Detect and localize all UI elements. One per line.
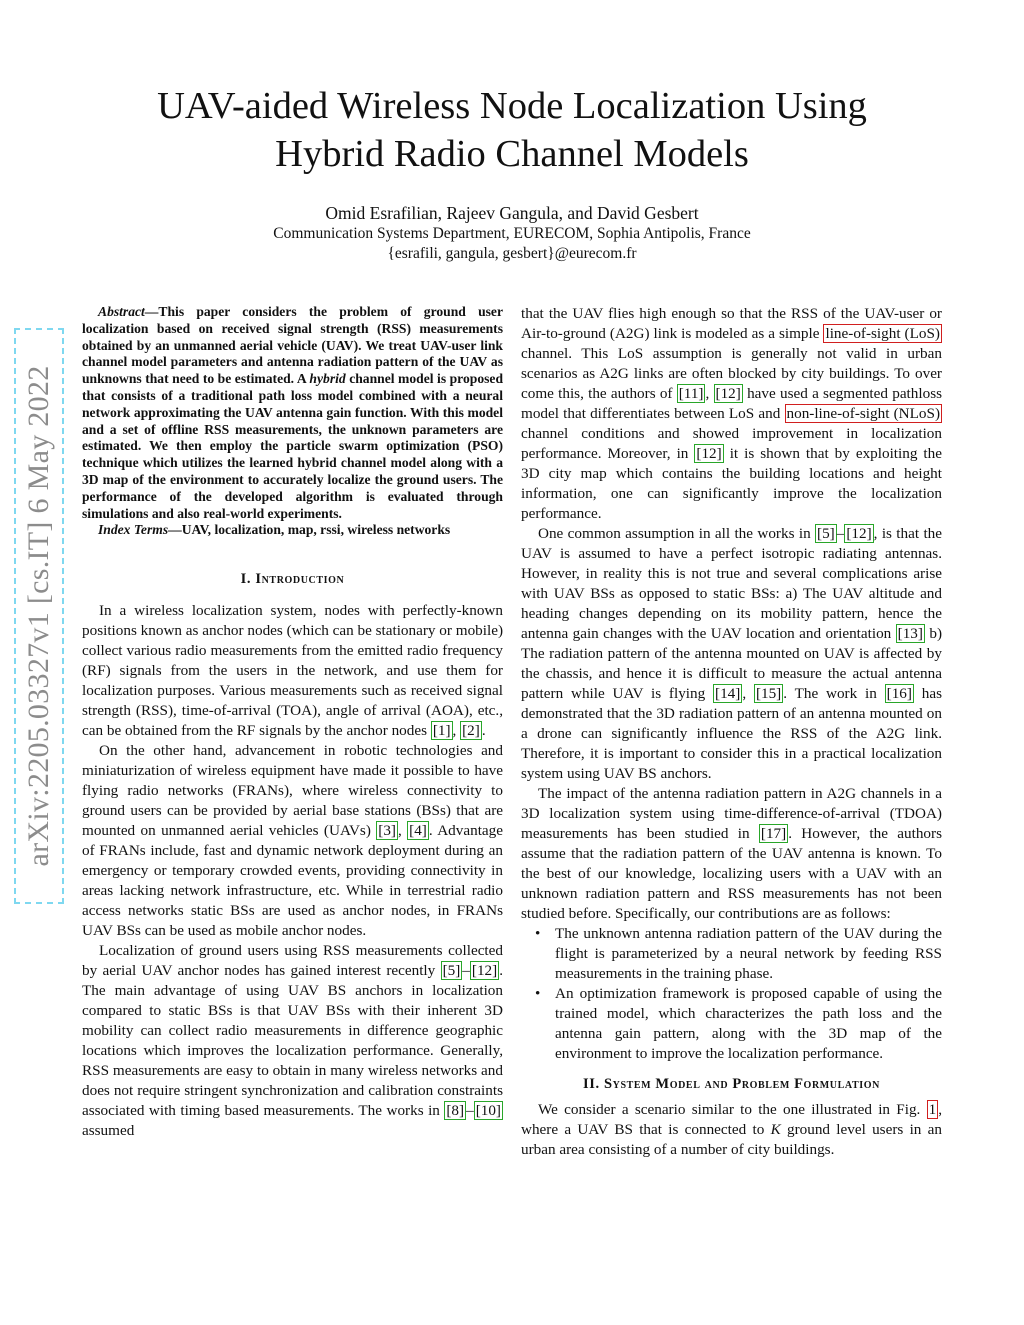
- paragraph-text: , is that the UAV is assumed to have a perfect isotropic radiating antennas. However, in reality this is not true and several complications arise with UAV BSs as opposed to static BSs: a) The UAV altitude and heading changes depending on its mobility pattern, hence the antenna gain changes with the UAV location and orientation: [521, 525, 942, 642]
- citation-link[interactable]: [16]: [886, 685, 912, 702]
- separator: –: [836, 525, 845, 542]
- paragraph-text: . The main advantage of using UAV BS anchors in localization compared to static BSs is that UAV BSs with their inherent 3D mobility can collect radio measurements in difference geographic locations which improves the localization performance. Generally, RSS measurements are easy to obtain in many wireless networks and does not require stringent synchronization and calibration constraints associated with timing based measurements. The works in: [82, 962, 503, 1120]
- paragraph-text: that the UAV flies high enough so that the RSS of the UAV-user or Air-to-ground (A2G) link is modeled as a simple: [521, 305, 942, 342]
- paper-title: [0, 82, 1024, 178]
- abstract-text-part1: This paper considers the problem of ground user localization based on received signal strength (RSS) measurements obtained by an unmanned aerial vehicle (UAV). We treat UAV-user link channel model parameters and antenna radiation pattern of the UAV as unknowns that need to be estimated. A: [82, 304, 503, 387]
- citation-link[interactable]: [12]: [471, 962, 498, 980]
- paragraph-text: . The work in: [783, 685, 885, 702]
- arxiv-identifier-stamp[interactable]: [14, 328, 64, 904]
- math-symbol-k: K: [770, 1121, 781, 1138]
- arxiv-identifier-text: arXiv:2205.03327v1 [cs.IT] 6 May 2022: [22, 365, 55, 867]
- paragraph-text: On the other hand, advancement in robotic technologies and miniaturization of wireless equipment have made it possible to have flying radio networks (FRANs), where wireless connectivity to ground users can be provided by aerial base stations (BSs) that are mounted on unmanned aerial vehicles (UAVs): [82, 742, 503, 840]
- title-line-2: Hybrid Radio Channel Models: [275, 133, 749, 175]
- index-terms-text: —UAV, localization, map, rssi, wireless networks: [168, 522, 451, 538]
- intro-paragraph-5: [521, 784, 942, 924]
- paragraph-text: it is shown that by exploiting the 3D city map which contains the building locations and height information, one can significantly improve the localization performance.: [521, 445, 942, 522]
- section-heading-introduction: I. Introduction: [240, 571, 345, 588]
- citation-link[interactable]: [14]: [715, 685, 741, 702]
- abstract-label: Abstract—: [98, 304, 159, 319]
- section-heading-system-model: II. System Model and Problem Formulation: [583, 1076, 880, 1092]
- paragraph-text: One common assumption in all the works in: [538, 525, 816, 542]
- paragraph-text: . However, the authors assume that the radiation pattern of the UAV antenna is known. To the best of our knowledge, localizing users with a UAV with an unknown radiation pattern and RSS measurements has not been studied before. Specifically, our contributions are as follows:: [521, 825, 942, 922]
- acronym-link[interactable]: non-line-of-sight (NLoS): [786, 405, 940, 422]
- paragraph-text: . Advantage of FRANs include, fast and dynamic network deployment during an emergency or temporary crowded events, providing connectivity in areas lacking network infrastructure, etc. While in terrestrial radio access networks static BSs are used as anchor nodes, in FRANs UAV BSs can be used as mobile anchor nodes.: [82, 822, 503, 940]
- citation-link[interactable]: [10]: [475, 1102, 501, 1120]
- contribution-item-1: • The unknown antenna radiation pattern of the UAV during the flight is parameterized by a neural network by feeding RSS measurements in the training phase.: [555, 924, 942, 984]
- separator: ,: [452, 722, 461, 740]
- intro-paragraph-1: [82, 601, 503, 741]
- citation-link[interactable]: [4]: [409, 822, 427, 840]
- intro-paragraph-3: [82, 941, 503, 1141]
- citation-link[interactable]: [5]: [442, 962, 461, 980]
- paragraph-text: , where a UAV BS that is connected to: [521, 1101, 942, 1138]
- separator: ,: [705, 385, 714, 402]
- citation-link[interactable]: [12]: [696, 445, 722, 462]
- index-terms: [82, 522, 503, 539]
- author-list: Omid Esrafilian, Rajeev Gangula, and David Gesbert: [325, 203, 699, 223]
- paragraph-text: assumed: [82, 1122, 135, 1140]
- paragraph-text: In a wireless localization system, nodes with perfectly-known positions known as anchor nodes (which can be stationary or mobile) collect various radio measurements from the emitted radio frequency (RF) signals from the users in the network, and use them for localization purposes. Various measurements such as received signal strength (RSS), time-of-arrival (TOA), angle of arrival (AOA), etc., can be obtained from the RF signals by the anchor nodes: [82, 602, 503, 740]
- acronym-link[interactable]: line-of-sight (LoS): [825, 325, 940, 342]
- right-column: [521, 304, 942, 1160]
- abstract-hybrid-word: hybrid: [309, 371, 346, 387]
- paragraph-text: The impact of the antenna radiation pattern in A2G channels in a 3D localization system using time-difference-of-arrival (TDOA) measurements has been studied in: [521, 785, 942, 842]
- citation-link[interactable]: [11]: [678, 385, 704, 402]
- intro-paragraph-4: [521, 524, 942, 784]
- index-terms-label: Index Terms: [98, 522, 169, 538]
- separator: –: [462, 962, 470, 980]
- title-line-1: UAV-aided Wireless Node Localization Using: [157, 85, 867, 127]
- citation-link[interactable]: [15]: [755, 685, 782, 702]
- paragraph-text: have used a segmented pathloss model that differentiates between LoS and: [521, 385, 943, 422]
- citation-link[interactable]: [17]: [760, 825, 787, 842]
- intro-paragraph-2: [82, 741, 503, 941]
- separator: –: [466, 1102, 474, 1120]
- affiliation: Communication Systems Department, EURECOM, Sophia Antipolis, France: [273, 225, 751, 242]
- citation-link[interactable]: [3]: [378, 822, 396, 840]
- citation-link[interactable]: [12]: [715, 385, 741, 402]
- abstract-text-part2: channel model is proposed that consists of a traditional path loss model combined with a neural network approximating the UAV antenna gain function. With this model and a set of offline RSS measurements, the unknown parameters are estimated. We then employ the particle swarm optimization (PSO) technique which utilizes the learned hybrid channel model along with a 3D map of the environment to accurately localize the ground users. The performance of the developed algorithm is evaluated through simulations and also real-world experiments.: [82, 371, 504, 521]
- citation-link[interactable]: [13]: [897, 625, 923, 642]
- paragraph-text: channel. This LoS assumption is generally not valid in urban scenarios as A2G links are often blocked by city buildings. To over come this, the authors of: [521, 345, 942, 402]
- paragraph-text: ground level users in an urban area consisting of a number of city buildings.: [521, 1121, 942, 1158]
- paragraph-text: We consider a scenario similar to the one illustrated in Fig.: [538, 1101, 927, 1118]
- abstract: [82, 304, 503, 522]
- contribution-item-2: • An optimization framework is proposed capable of using the trained model, which characterizes the path loss and the antenna gain pattern, along with the 3D map of the environment to improve the localization performance.: [555, 984, 942, 1064]
- citation-link[interactable]: [2]: [462, 722, 480, 740]
- left-column: [82, 304, 503, 1141]
- paragraph-text: has demonstrated that the 3D radiation pattern of an antenna mounted on a drone can significantly influence the RSS of the A2G link. Therefore, it is important to consider this in a practical localization system using UAV BS anchors.: [521, 685, 943, 782]
- citation-link[interactable]: [5]: [817, 525, 835, 542]
- paragraph-text: .: [481, 722, 486, 740]
- citation-link[interactable]: [1]: [432, 722, 451, 740]
- figure-link[interactable]: 1: [928, 1101, 937, 1118]
- intro-paragraph-3-continued: [521, 304, 942, 524]
- system-model-paragraph-1: [521, 1100, 942, 1160]
- contribution-list: [521, 924, 942, 1064]
- separator: ,: [742, 685, 754, 702]
- author-emails: {esrafili, gangula, gesbert}@eurecom.fr: [387, 245, 637, 262]
- separator: ,: [397, 822, 408, 840]
- paragraph-text: Localization of ground users using RSS measurements collected by aerial UAV anchor nodes has gained interest recently: [82, 942, 503, 980]
- paragraph-text: channel conditions and showed improvement in localization performance. Moreover, in: [521, 425, 942, 462]
- paragraph-text: b) The radiation pattern of the antenna mounted on UAV is affected by the chassis, and hence it is difficult to measure the actual antenna pattern while UAV is flying: [521, 625, 943, 702]
- citation-link[interactable]: [12]: [846, 525, 872, 542]
- citation-link[interactable]: [8]: [446, 1102, 465, 1120]
